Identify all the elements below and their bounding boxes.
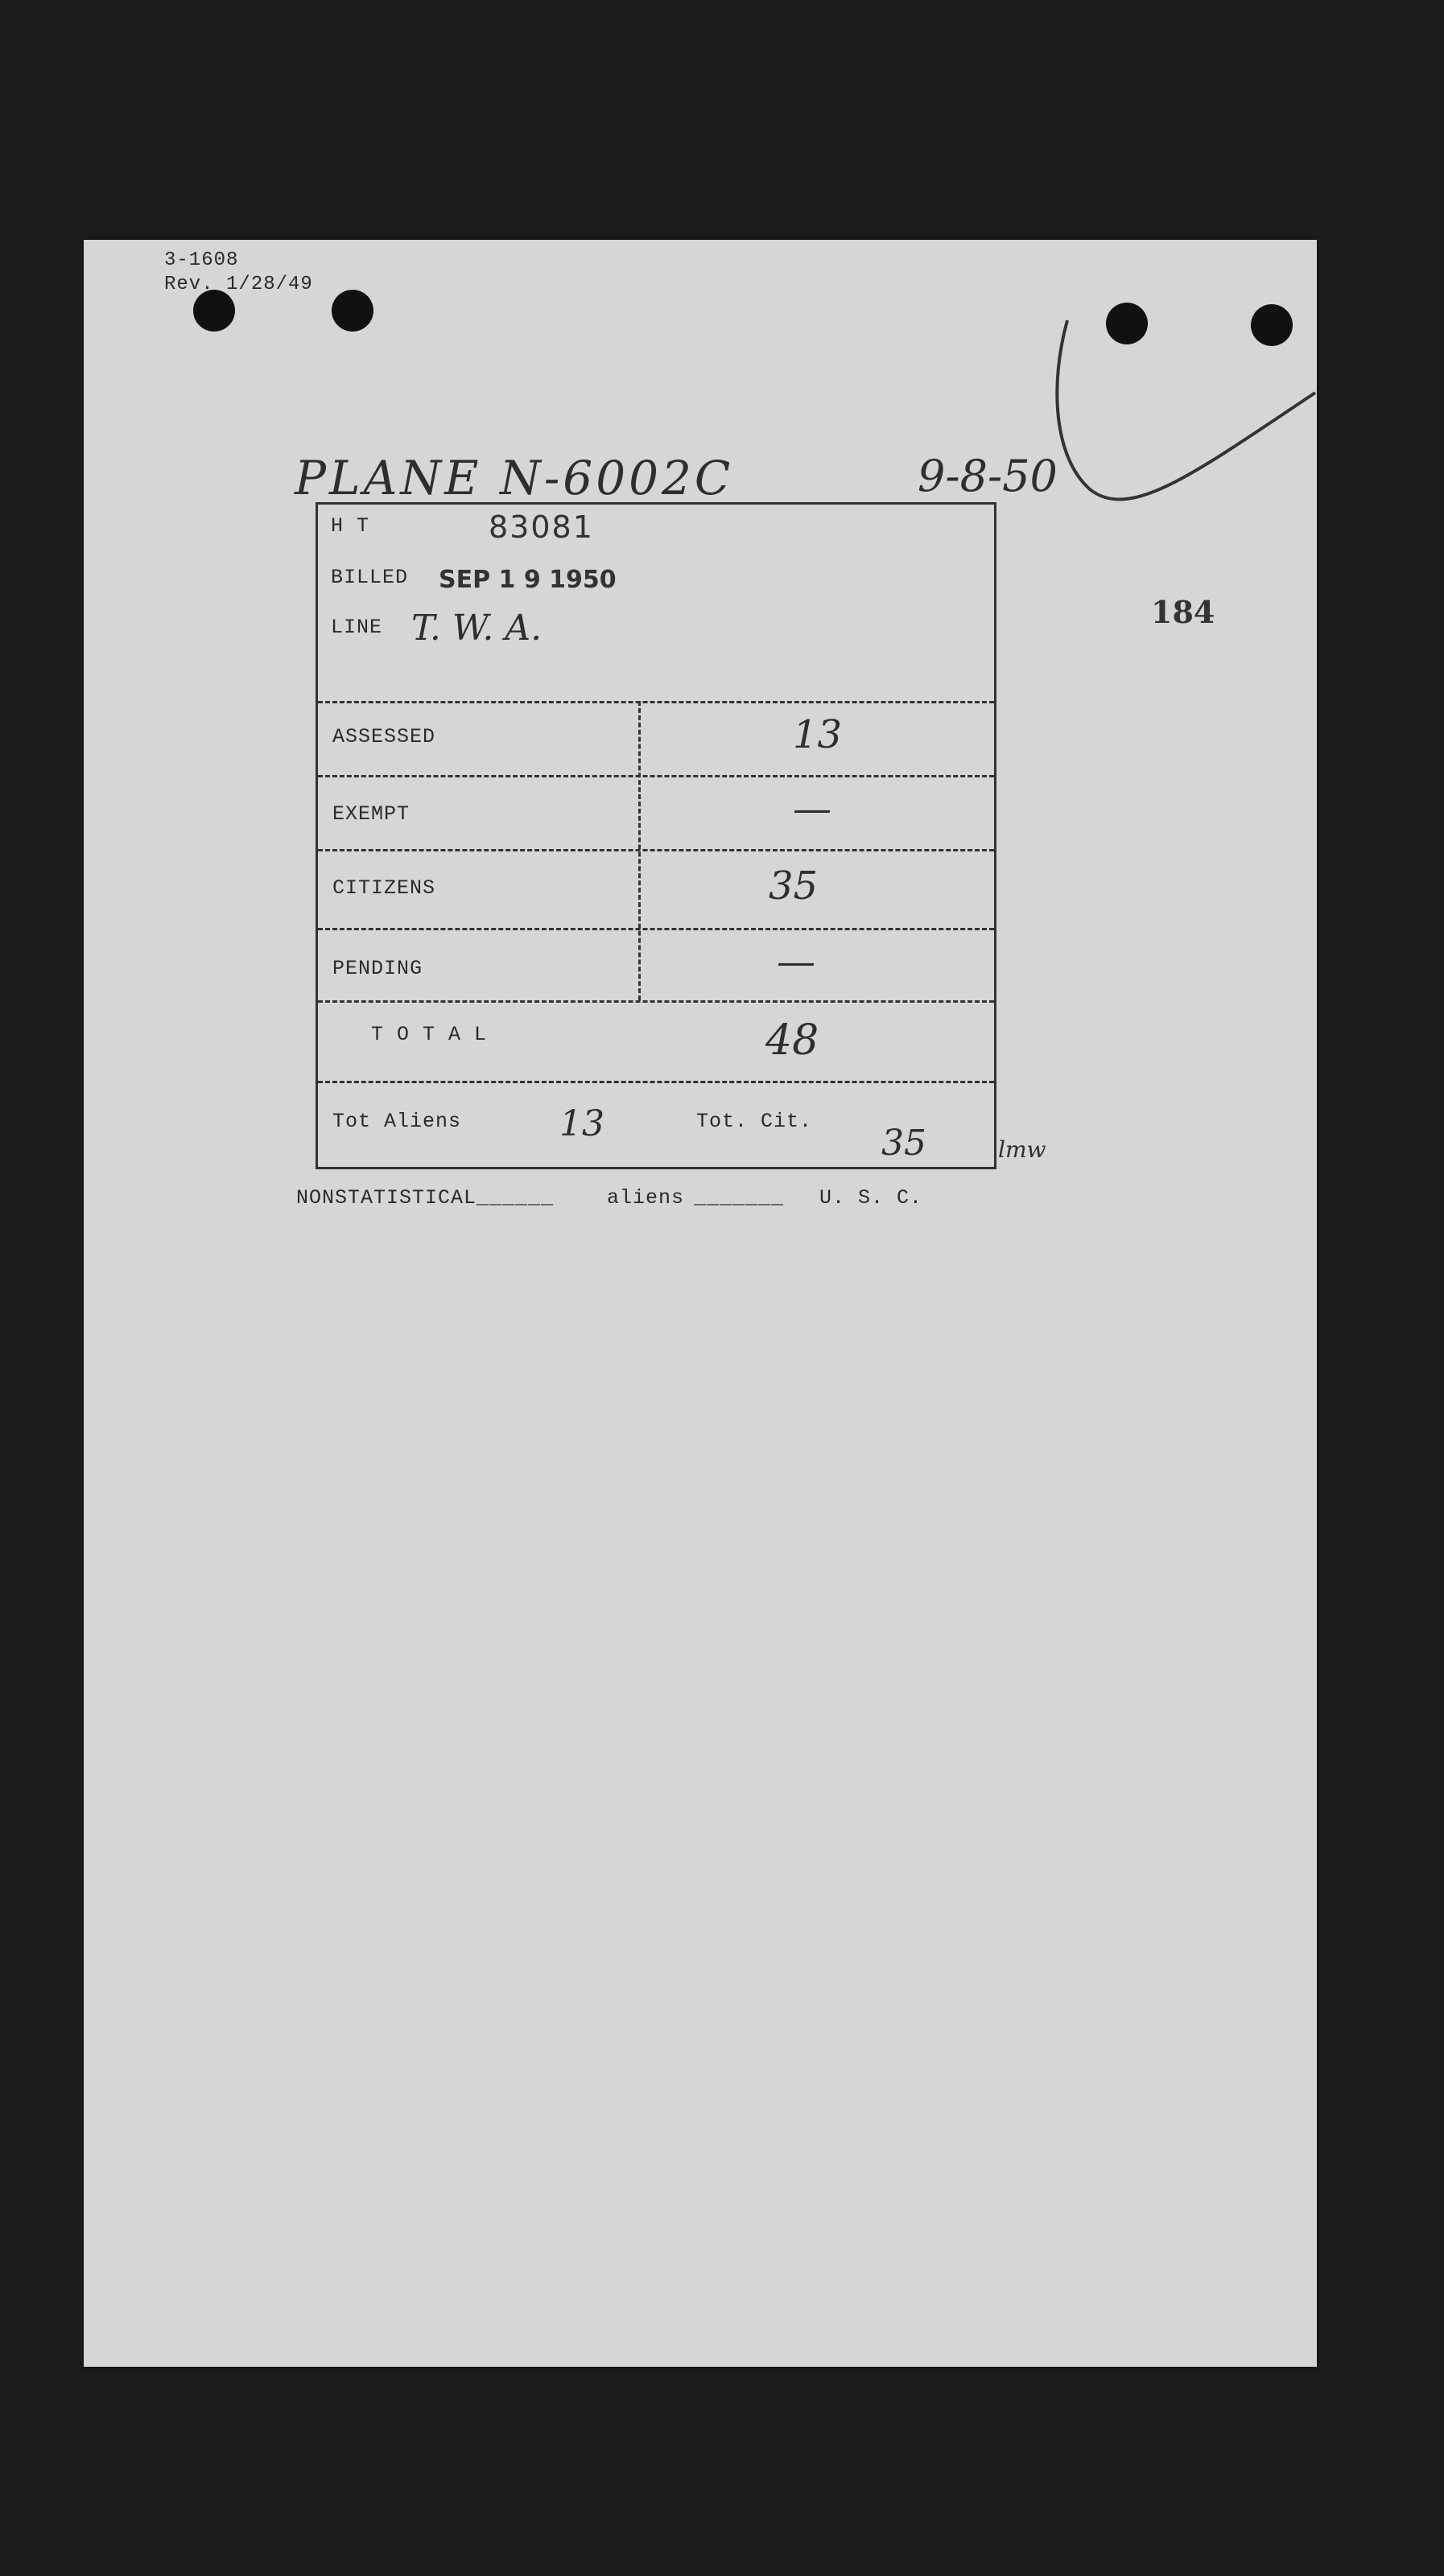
punch-hole: [332, 290, 373, 332]
row-divider: [318, 928, 994, 930]
tot-cit-label: Tot. Cit.: [696, 1110, 813, 1133]
form-number: 3-1608: [164, 249, 239, 271]
column-divider: [638, 701, 641, 1000]
citizens-value: 35: [769, 863, 819, 909]
assessed-value: 13: [793, 712, 843, 757]
page-number: 184: [1151, 594, 1215, 630]
ht-label: H T: [331, 514, 370, 538]
plane-heading: PLANE N-6002C: [295, 451, 734, 505]
tot-cit-value: 35: [881, 1123, 926, 1164]
date-handwritten: 9-8-50: [918, 451, 1058, 501]
exempt-value: —: [793, 786, 831, 831]
nonstatistical-blank: ______: [477, 1186, 555, 1210]
line-value: T. W. A.: [411, 608, 543, 649]
document-page: [84, 240, 1317, 2367]
billed-label: BILLED: [331, 566, 409, 589]
row-divider: [318, 849, 994, 851]
total-label: T O T A L: [371, 1023, 488, 1046]
total-value: 48: [765, 1016, 819, 1065]
citizens-label: CITIZENS: [332, 876, 436, 900]
exempt-label: EXEMPT: [332, 802, 411, 826]
pen-mark: [1042, 288, 1317, 530]
nonstatistical-label: NONSTATISTICAL: [296, 1186, 477, 1210]
usc-label: U. S. C.: [819, 1186, 923, 1210]
form-revision: Rev. 1/28/49: [164, 274, 313, 295]
row-divider: [318, 1000, 994, 1003]
passenger-summary-form: [316, 502, 996, 1169]
aliens-blank: _______: [694, 1186, 785, 1210]
tot-aliens-label: Tot Aliens: [332, 1110, 462, 1133]
tot-aliens-value: 13: [559, 1103, 604, 1144]
pending-value: —: [777, 939, 815, 984]
initials: lmw: [998, 1136, 1046, 1163]
billed-stamp: SEP 1 9 1950: [439, 566, 617, 594]
pending-label: PENDING: [332, 957, 423, 980]
aliens-label: aliens: [607, 1186, 685, 1210]
row-divider: [318, 701, 994, 703]
punch-hole: [193, 290, 235, 332]
assessed-label: ASSESSED: [332, 725, 436, 748]
line-label: LINE: [331, 616, 383, 639]
ht-value: 83081: [489, 509, 594, 545]
row-divider: [318, 775, 994, 777]
row-divider: [318, 1081, 994, 1083]
